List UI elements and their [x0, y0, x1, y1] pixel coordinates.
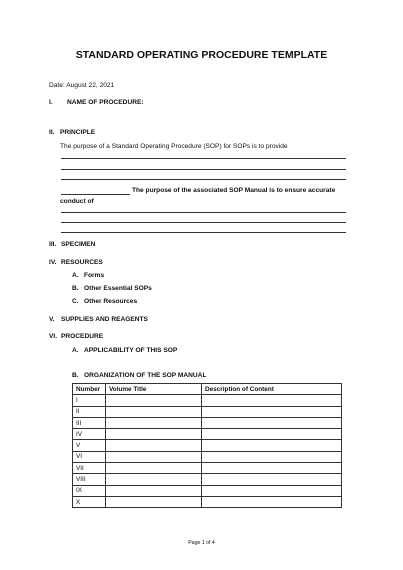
description-cell [202, 440, 342, 451]
description-cell [202, 451, 342, 462]
section-heading-resources: RESOURCES [61, 259, 103, 266]
description-cell [202, 474, 342, 485]
blank-line [61, 212, 346, 213]
volume-title-cell [106, 417, 202, 428]
section-heading-name-of-procedure: NAME OF PROCEDURE: [67, 99, 144, 106]
section-number: IV. [49, 259, 57, 266]
table-row [73, 395, 342, 406]
column-header-number: Number [73, 384, 106, 395]
table-row [73, 463, 342, 474]
table-row [73, 417, 342, 428]
manual-purpose-text: The purpose of the associated SOP Manual is to ensure accurate [132, 187, 336, 194]
document-title: STANDARD OPERATING PROCEDURE TEMPLATE [75, 49, 328, 61]
volume-title-cell [106, 395, 202, 406]
subheading-applicability: APPLICABILITY OF THIS SOP [84, 347, 178, 354]
volume-title-cell [106, 485, 202, 496]
description-cell [202, 395, 342, 406]
table-row [73, 429, 342, 440]
blank-line [61, 179, 346, 180]
list-item-letter: A. [72, 347, 79, 354]
row-number: IV [73, 429, 106, 440]
document-date: Date: August 22, 2021 [49, 82, 115, 89]
section-number: III. [49, 241, 57, 248]
row-number: I [73, 395, 106, 406]
table-row [73, 496, 342, 507]
row-number: IX [73, 485, 106, 496]
table-row [73, 451, 342, 462]
resource-item-other-sops: Other Essential SOPs [84, 285, 152, 292]
table-row [73, 440, 342, 451]
description-cell [202, 496, 342, 507]
resource-item-forms: Forms [84, 272, 105, 279]
blank-line [61, 222, 346, 223]
section-number: I. [49, 99, 53, 106]
section-heading-principle: PRINCIPLE [60, 129, 96, 136]
volume-title-cell [106, 451, 202, 462]
volume-title-cell [106, 496, 202, 507]
table-row [73, 474, 342, 485]
volume-title-cell [106, 474, 202, 485]
section-number: V. [49, 316, 55, 323]
row-number: VIII [73, 474, 106, 485]
table-row [73, 485, 342, 496]
description-cell [202, 429, 342, 440]
row-number: III [73, 417, 106, 428]
resource-item-other-resources: Other Resources [84, 298, 138, 305]
list-item-letter: B. [72, 372, 79, 379]
section-heading-specimen: SPECIMEN [61, 241, 96, 248]
column-header-volume-title: Volume Title [106, 384, 202, 395]
column-header-description: Description of Content [202, 384, 342, 395]
volume-title-cell [106, 406, 202, 417]
row-number: VI [73, 451, 106, 462]
table-row [73, 406, 342, 417]
row-number: VII [73, 463, 106, 474]
description-cell [202, 463, 342, 474]
list-item-letter: B. [72, 285, 79, 292]
row-number: X [73, 496, 106, 507]
volume-title-cell [106, 463, 202, 474]
list-item-letter: C. [72, 298, 79, 305]
section-number: VI. [49, 333, 58, 340]
principle-text: The purpose of a Standard Operating Procedure (SOP) for SOPs is to provide [60, 143, 288, 150]
page-footer: Page 1 of 4 [188, 540, 215, 546]
volume-title-cell [106, 440, 202, 451]
section-heading-procedure: PROCEDURE [61, 333, 104, 340]
sop-manual-table [72, 383, 342, 508]
manual-purpose-text-continued: conduct of [60, 198, 94, 205]
section-number: II. [49, 129, 55, 136]
blank-line [61, 232, 346, 233]
description-cell [202, 485, 342, 496]
row-number: V [73, 440, 106, 451]
blank-line [61, 158, 346, 159]
list-item-letter: A. [72, 272, 79, 279]
description-cell [202, 417, 342, 428]
row-number: II [73, 406, 106, 417]
blank-line [61, 194, 130, 195]
subheading-organization: ORGANIZATION OF THE SOP MANUAL [84, 372, 207, 379]
table-header-row [73, 384, 342, 395]
description-cell [202, 406, 342, 417]
section-heading-supplies: SUPPLIES AND REAGENTS [61, 316, 148, 323]
blank-line [61, 169, 346, 170]
volume-title-cell [106, 429, 202, 440]
